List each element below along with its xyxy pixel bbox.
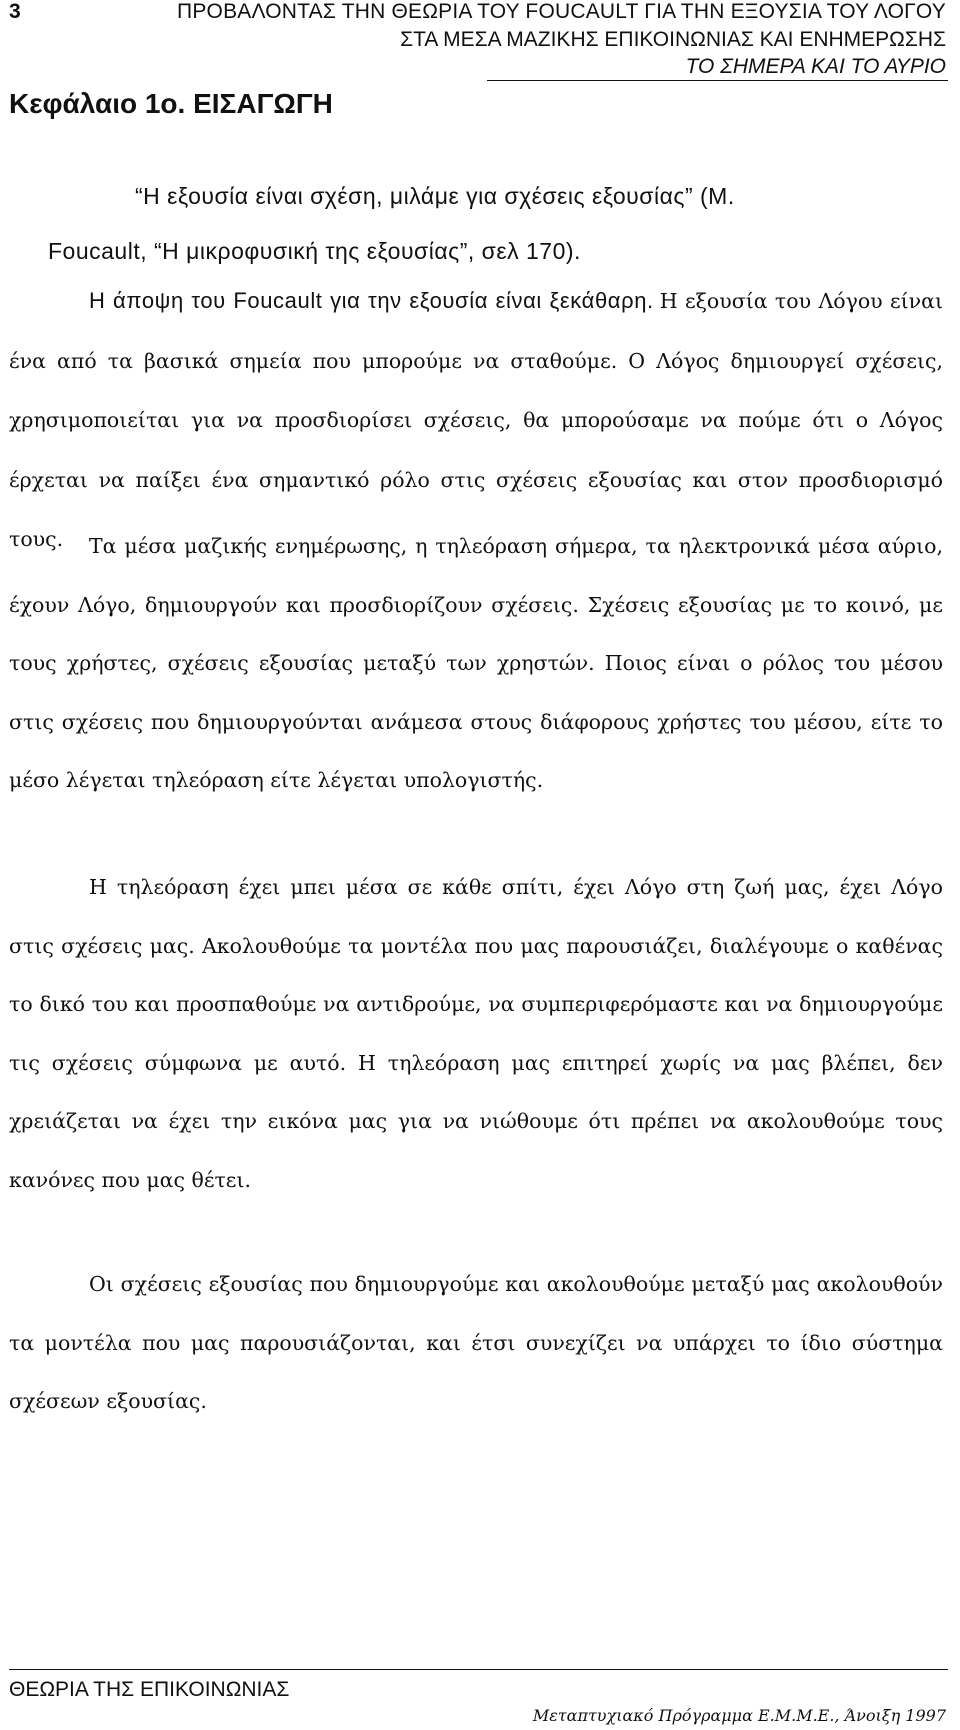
chapter-heading: Κεφάλαιο 1ο. ΕΙΣΑΓΩΓΗ — [9, 88, 333, 119]
page-number: 3 — [9, 0, 21, 23]
paragraph-3: Η τηλεόραση έχει μπει μέσα σε κάθε σπίτι, έχει Λόγο στη ζωή μας, έχει Λόγο στις σχέσεις μας. Ακολουθούμε τα μοντέλα που μας παρουσιάζει, διαλέγουμε ο καθένας το δικό του και προσπαθούμε να αντιδρούμε, να συμπεριφερόμαστε και να δημιουργούμε τις σχέσεις σύμφωνα με αυτό. Η τηλεόραση μας επιτηρεί χωρίς να μας βλέπει, δεν χρειάζεται να έχει την εικόνα μας για να νιώθουμε ότι πρέπει να ακολουθούμε τους κανόνες που μας θέτει. — [9, 875, 943, 1192]
paragraph-4: Οι σχέσεις εξουσίας που δημιουργούμε και ακολουθούμε μεταξύ μας ακολουθούν τα μοντέλα που μας παρουσιάζονται, και έτσι συνεχίζει να υπάρχει το ίδιο σύστημα σχέσεων εξουσίας. — [9, 1272, 943, 1413]
paragraph-1-body: Η εξουσία του Λόγου είναι ένα από τα βασικά σημεία που μπορούμε να σταθούμε. Ο Λόγος δημιουργεί σχέσεις, χρησιμοποιείται για να προσδιορίσει σχέσεις, θα μπορούσαμε να πούμε ότι ο Λόγος έρχεται να παίξει ένα σημαντικό ρόλο στις σχέσεις εξουσίας και στον προσδιορισμό τους. — [9, 289, 944, 551]
quote-line-1: “Η εξουσία είναι σχέση, μιλάμε για σχέσεις εξουσίας” (Μ. — [135, 183, 735, 209]
paragraph-2: Τα μέσα μαζικής ενημέρωσης, η τηλεόραση σήμερα, τα ηλεκτρονικά μέσα αύριο, έχουν Λόγο, δημιουργούν και προσδιορίζουν σχέσεις. Σχέσεις εξουσίας με το κοινό, με τους χρήστες, σχέσεις εξουσίας μεταξύ των χρηστών. Ποιος είναι ο ρόλος του μέσου στις σχέσεις που δημιουργούνται ανάμεσα στους διάφορους χρήστες του μέσου, είτε το μέσο λέγεται τηλεόραση είτε λέγεται υπολογιστής. — [9, 534, 943, 792]
header-rule — [487, 80, 948, 81]
quote-line-2: Foucault, “Η μικροφυσική της εξουσίας”, σελ 170). — [48, 238, 581, 264]
footer-program: Μεταπτυχιακό Πρόγραμμα Ε.Μ.Μ.Ε., Άνοιξη 1997 — [532, 1706, 946, 1725]
running-title-line-3: ΤΟ ΣΗΜΕΡΑ ΚΑΙ ΤΟ ΑΥΡΙΟ — [685, 55, 946, 78]
running-title-line-1: ΠΡΟΒΑΛΟΝΤΑΣ ΤΗΝ ΘΕΩΡΙΑ ΤΟΥ FOUCAULT ΓΙΑ ΤΗΝ ΕΞΟΥΣΙΑ ΤΟΥ ΛΟΓΟΥ — [176, 0, 946, 23]
footer-course-title: ΘΕΩΡΙΑ ΤΗΣ ΕΠΙΚΟΙΝΩΝΙΑΣ — [9, 1678, 290, 1701]
footer-rule — [9, 1669, 948, 1670]
paragraph-1-opening: Η άποψη του Foucault για την εξουσία είναι ξεκάθαρη. — [89, 288, 654, 313]
running-title-line-2: ΣΤΑ ΜΕΣΑ ΜΑΖΙΚΗΣ ΕΠΙΚΟΙΝΩΝΙΑΣ ΚΑΙ ΕΝΗΜΕΡΩΣΗΣ — [400, 28, 946, 51]
